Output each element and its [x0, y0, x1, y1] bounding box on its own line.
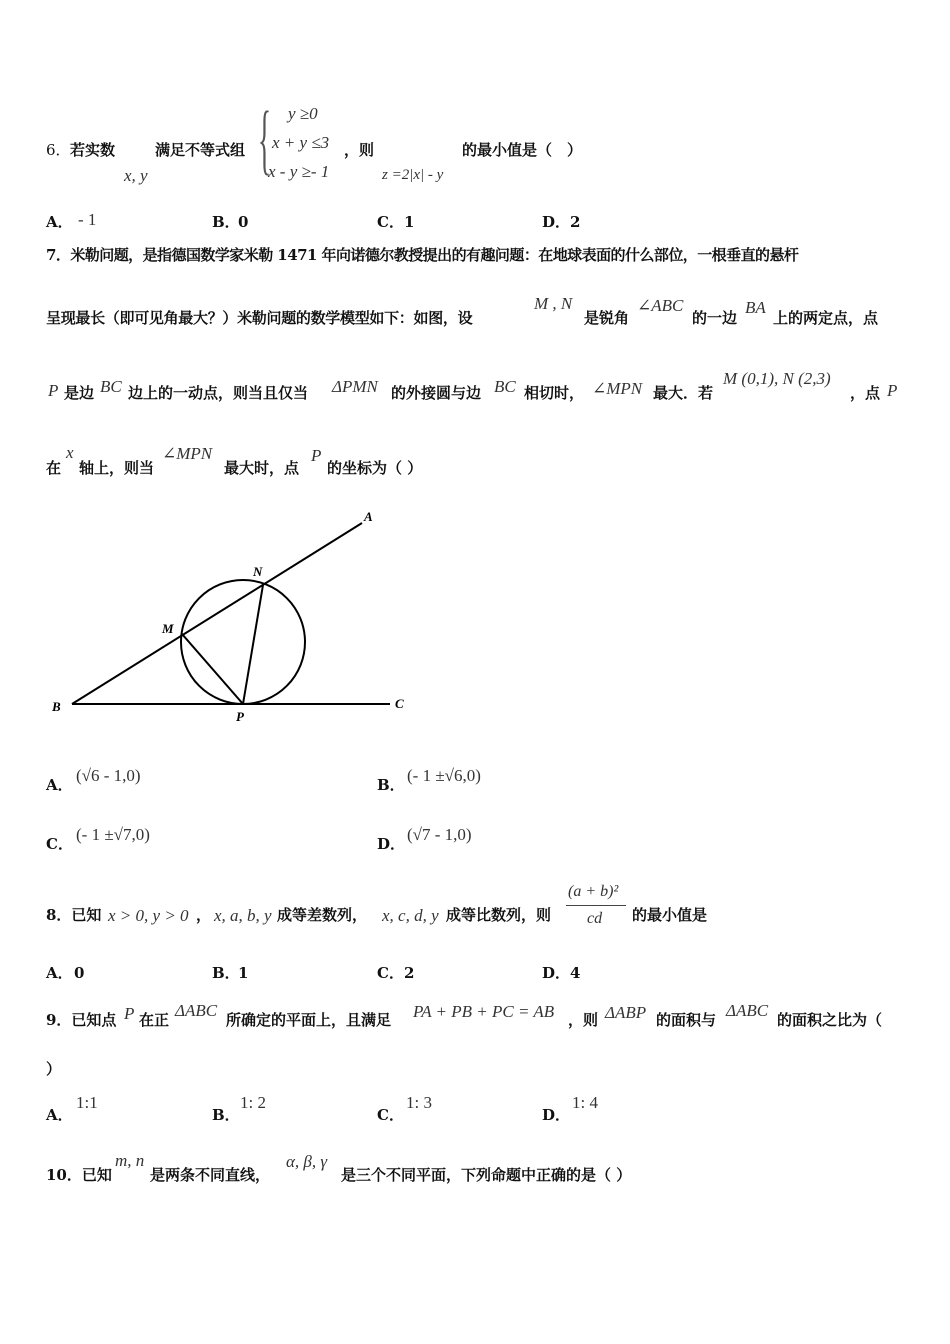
q7-p: P — [48, 381, 59, 400]
q6-text-1: 若实数 — [70, 141, 116, 159]
q6-opt-d-label: D． — [542, 213, 571, 231]
q9-opt-b-value: 1: 2 — [240, 1093, 266, 1112]
q8-opt-a-value: 0 — [74, 964, 85, 982]
q10-planes: α, β, γ — [286, 1152, 328, 1171]
q7-coords: M (0,1), N (2,3) — [723, 369, 831, 388]
q7-angle-mpn-2: ∠MPN — [162, 444, 213, 463]
q8-text-1: 8．已知 — [46, 906, 102, 924]
q8-opt-b-value: 1 — [238, 964, 249, 982]
fig-segment-np — [243, 585, 263, 704]
q7-line-3e: 最大．若 — [653, 384, 714, 402]
q6-vars: x, y — [124, 166, 148, 185]
q10-text-1: 10．已知 — [46, 1166, 112, 1184]
q6-expr: z =2|x| - y — [382, 167, 444, 183]
q10-text-2: 是两条不同直线， — [150, 1166, 271, 1184]
q7-line-4c: 最大时，点 — [224, 459, 300, 477]
q7-angle-abc: ∠ABC — [637, 296, 684, 315]
q9-triangle-abc-2: ΔABC — [726, 1001, 769, 1020]
q7-opt-a-label: A． — [46, 776, 73, 794]
q9-text-4: ，则 — [568, 1011, 599, 1029]
q9-text-6: 的面积之比为（ — [777, 1011, 883, 1029]
q9-opt-b-label: B． — [212, 1106, 240, 1124]
q6-opt-c-value: 1 — [404, 213, 415, 231]
q7-opt-d-value: (√7 - 1,0) — [407, 825, 472, 844]
q9-opt-d-value: 1: 4 — [572, 1093, 598, 1112]
q7-line-3a: 是边 — [64, 384, 95, 402]
fig-label-b: B — [52, 699, 61, 714]
q7-line-3d: 相切时， — [524, 384, 585, 402]
q7-line-3c: 的外接圆与边 — [391, 384, 482, 402]
q7-line-2d: 上的两定点，点 — [773, 309, 879, 327]
q8-text-2: ， — [196, 906, 212, 924]
fig-label-c: C — [395, 696, 404, 711]
q7-line-4b: 轴上，则当 — [79, 459, 155, 477]
q9-opt-a-label: A． — [46, 1106, 73, 1124]
q7-opt-a-value: (√6 - 1,0) — [76, 766, 141, 785]
q7-line-3f: ，点 — [850, 384, 881, 402]
q9-p: P — [124, 1004, 135, 1023]
q9-text-5: 的面积与 — [656, 1011, 717, 1029]
q9-opt-d-label: D． — [542, 1106, 571, 1124]
q10-mn: m, n — [115, 1151, 145, 1170]
q6-ineq-3: x - y ≥- 1 — [268, 162, 330, 181]
q8-opt-c-value: 2 — [404, 964, 415, 982]
q7-p-3: P — [311, 446, 322, 465]
q7-opt-b-value: (- 1 ±√6,0) — [407, 766, 481, 785]
fig-segment-mp — [182, 634, 243, 704]
fig-label-a: A — [364, 509, 373, 524]
q7-mn: M , N — [534, 294, 573, 313]
q6-ineq-2: x + y ≤3 — [272, 133, 330, 152]
q6-text-4: 的最小值是（ ） — [462, 141, 583, 159]
q9-vector-eq: PA + PB + PC = AB — [413, 1002, 555, 1021]
q7-line-2a: 呈现最长（即可见角最大？）米勒问题的数学模型如下：如图，设 — [46, 309, 473, 327]
q7-ba: BA — [745, 298, 766, 317]
q9-triangle-abc: ΔABC — [175, 1001, 218, 1020]
q8-cond-2: x, a, b, y — [214, 906, 272, 925]
q7-line-2c: 的一边 — [692, 309, 738, 327]
q8-opt-d-label: D． — [542, 964, 571, 982]
fig-label-p: P — [236, 709, 244, 724]
q7-line-3b: 边上的一动点，则当且仅当 — [128, 384, 309, 402]
q9-triangle-abp: ΔABP — [605, 1003, 647, 1022]
q8-frac-denominator: cd — [587, 910, 603, 927]
q7-line-4d: 的坐标为（ ） — [327, 459, 423, 477]
q9-opt-c-value: 1: 3 — [406, 1093, 432, 1112]
q8-opt-a-label: A． — [46, 964, 73, 982]
q8-text-4: 成等比数列，则 — [446, 906, 552, 924]
q9-opt-c-label: C． — [377, 1106, 404, 1124]
q9-text-1: 9．已知点 — [46, 1011, 117, 1029]
q8-frac-numerator: (a + b)² — [568, 883, 619, 900]
q6-opt-b-value: 0 — [238, 213, 249, 231]
q8-text-5: 的最小值是 — [632, 906, 708, 924]
q7-bc-2: BC — [494, 377, 516, 396]
q8-opt-b-label: B． — [212, 964, 240, 982]
q9-opt-a-value: 1:1 — [76, 1093, 98, 1112]
q6-ineq-1: y ≥0 — [288, 104, 318, 123]
q7-opt-c-label: C． — [46, 835, 73, 853]
q7-opt-d-label: D． — [377, 835, 406, 853]
q7-opt-c-value: (- 1 ±√7,0) — [76, 825, 150, 844]
q6-number: 6． — [46, 141, 71, 159]
q7-p-2: P — [887, 381, 898, 400]
q6-opt-b-label: B． — [212, 213, 240, 231]
q6-opt-a-label: A． — [46, 213, 73, 231]
q7-angle-mpn: ∠MPN — [592, 379, 643, 398]
q8-frac-bar — [566, 905, 626, 906]
q8-opt-d-value: 4 — [570, 964, 581, 982]
q7-x: x — [66, 443, 74, 462]
q7-line-1: 7．米勒问题，是指德国数学家米勒 1471 年向诺德尔教授提出的有趣问题：在地球表面的什么部位，一根垂直的悬杆 — [46, 246, 799, 264]
q9-close-paren: ） — [46, 1060, 62, 1078]
fig-ray-ba — [72, 523, 362, 704]
q6-opt-a-value: - 1 — [78, 210, 97, 229]
q6-text-2: 满足不等式组 — [155, 141, 246, 159]
q6-text-3: ，则 — [344, 141, 375, 159]
q8-text-3: 成等差数列， — [277, 906, 368, 924]
q6-opt-c-label: C． — [377, 213, 404, 231]
q7-line-2b: 是锐角 — [584, 309, 630, 327]
q8-cond-3: x, c, d, y — [382, 906, 439, 925]
q7-bc: BC — [100, 377, 122, 396]
q9-text-3: 所确定的平面上，且满足 — [226, 1011, 392, 1029]
q7-opt-b-label: B． — [377, 776, 405, 794]
q6-system-brace: { — [258, 95, 272, 182]
fig-label-n: N — [253, 564, 263, 579]
q6-opt-d-value: 2 — [570, 213, 581, 231]
q7-line-4a: 在 — [46, 459, 62, 477]
q8-opt-c-label: C． — [377, 964, 404, 982]
q10-text-3: 是三个不同平面，下列命题中正确的是（ ） — [341, 1166, 632, 1184]
fig-label-m: M — [162, 621, 174, 636]
q9-text-2: 在正 — [139, 1011, 170, 1029]
q7-triangle-pmn: ΔPMN — [332, 377, 378, 396]
q8-cond-1: x > 0, y > 0 — [108, 906, 189, 925]
fig-circle — [181, 580, 305, 704]
